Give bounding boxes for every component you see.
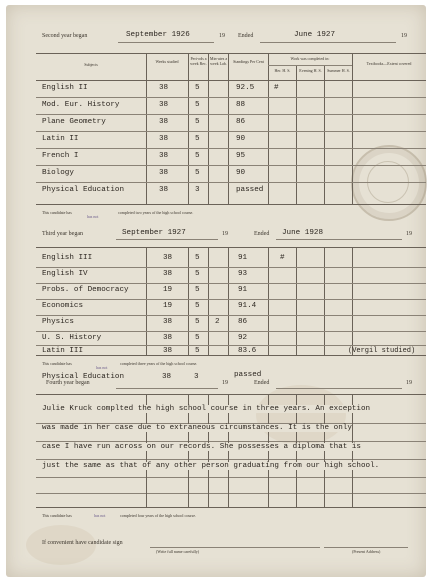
remark-line: just the same as that of any other person graduating from our high school. xyxy=(42,462,380,470)
embossed-seal xyxy=(351,145,427,221)
header-col-hs: Her. H. S. xyxy=(274,68,291,73)
weeks-cell: 38 xyxy=(159,135,169,143)
header-periods-per-week: Peri-ods a week Rec. xyxy=(190,56,207,66)
subject-cell: French I xyxy=(42,152,79,160)
year-prefix: 19 xyxy=(222,231,228,237)
year4-overlay-weeks: 38 xyxy=(162,373,172,381)
periods-cell: 5 xyxy=(195,118,200,126)
cert3-prefix: This candidate has xyxy=(42,361,72,366)
periods-cell: 5 xyxy=(195,286,200,294)
weeks-cell: 19 xyxy=(163,286,173,294)
year-prefix: 19 xyxy=(222,380,228,386)
cert2-suffix: completed two years of the high school course. xyxy=(118,210,194,215)
grade-cell: 88 xyxy=(236,101,246,109)
grade-cell: 93 xyxy=(238,270,248,278)
periods-cell: 5 xyxy=(195,334,200,342)
header-standings: Standings Per Cent xyxy=(233,59,264,64)
periods-cell: 5 xyxy=(195,347,200,355)
weeks-cell: 38 xyxy=(159,118,169,126)
subject-cell: Plane Geometry xyxy=(42,118,106,126)
periods-cell: 5 xyxy=(195,270,200,278)
second-year-began-value: September 1926 xyxy=(126,31,190,39)
grade-cell: 83.6 xyxy=(238,347,257,355)
header-work-completed: Work was completed in: xyxy=(290,56,330,61)
grade-cell: 92.5 xyxy=(236,84,255,92)
year-prefix: 19 xyxy=(406,231,412,237)
periods-cell: 5 xyxy=(195,135,200,143)
subject-cell: Latin II xyxy=(42,135,79,143)
year-prefix: 19 xyxy=(401,33,407,39)
grade-cell: 95 xyxy=(236,152,246,160)
cert4-stamp: has not xyxy=(94,513,106,518)
weeks-cell: 38 xyxy=(159,84,169,92)
lab-cell: 2 xyxy=(215,318,220,326)
periods-cell: 5 xyxy=(195,254,200,262)
weeks-cell: 38 xyxy=(163,254,173,262)
header-col-summer: Summer H. S. xyxy=(327,68,350,73)
grade-cell: passed xyxy=(236,186,264,194)
weeks-cell: 38 xyxy=(159,101,169,109)
address-sub-label: (Present Address) xyxy=(352,549,381,554)
periods-cell: 5 xyxy=(195,101,200,109)
grade-cell: 91 xyxy=(238,286,248,294)
periods-cell: 5 xyxy=(195,84,200,92)
third-year-ended-label: Ended xyxy=(254,231,270,237)
subject-cell: English II xyxy=(42,84,88,92)
fourth-year-ended-label: Ended xyxy=(254,380,270,386)
weeks-cell: 19 xyxy=(163,302,173,310)
mark-cell: # xyxy=(280,254,285,262)
cert2-prefix: This candidate has xyxy=(42,210,72,215)
remark-line: was made in her case due to extraneous circumstances. It is the only xyxy=(42,424,352,432)
subject-cell: English III xyxy=(42,254,93,262)
cert2-stamp: has not xyxy=(87,214,99,219)
sign-sub-label: (Write full name carefully) xyxy=(156,549,200,554)
year4-overlay-grade: passed xyxy=(234,371,262,379)
weeks-cell: 38 xyxy=(163,318,173,326)
weeks-cell: 38 xyxy=(163,347,173,355)
year-prefix: 19 xyxy=(406,380,412,386)
year-prefix: 19 xyxy=(219,33,225,39)
grade-cell: 91.4 xyxy=(238,302,257,310)
weeks-cell: 38 xyxy=(159,186,169,194)
cert4-suffix: completed four years of the high school course. xyxy=(120,513,196,518)
second-year-ended-value: June 1927 xyxy=(294,31,336,39)
year4-overlay-periods: 3 xyxy=(194,373,199,381)
subject-cell: Economics xyxy=(42,302,84,310)
cert3-suffix: completed three years of the high school course. xyxy=(120,361,198,366)
subject-cell: English IV xyxy=(42,270,88,278)
remark-line: case I have run across on our records. She possesses a diploma that is xyxy=(42,443,361,451)
subject-cell: Mod. Eur. History xyxy=(42,101,120,109)
third-year-ended-value: June 1928 xyxy=(282,229,324,237)
subject-cell: Latin III xyxy=(42,347,84,355)
grade-cell: 86 xyxy=(236,118,246,126)
weeks-cell: 38 xyxy=(163,270,173,278)
header-col-evening: Evening H. S. xyxy=(299,68,322,73)
remark-line: Julie Kruck complted the high school course in three years. An exception xyxy=(42,405,371,413)
sign-label: If convenient have candidate sign xyxy=(42,540,123,546)
grade-cell: 90 xyxy=(236,169,246,177)
third-year-began-label: Third year began xyxy=(42,231,83,237)
subject-cell: Biology xyxy=(42,169,74,177)
periods-cell: 5 xyxy=(195,152,200,160)
grade-cell: 90 xyxy=(236,135,246,143)
periods-cell: 3 xyxy=(195,186,200,194)
third-year-began-value: September 1927 xyxy=(122,229,186,237)
periods-cell: 5 xyxy=(195,302,200,310)
subject-cell: Physical Education xyxy=(42,186,125,194)
grade-cell: 91 xyxy=(238,254,248,262)
periods-cell: 5 xyxy=(195,318,200,326)
year4-overlay-subject: Physical Education xyxy=(42,373,125,381)
vergil-note: (Vergil studied) xyxy=(348,347,416,355)
fourth-year-began-label: Fourth year began xyxy=(46,380,90,386)
second-year-began-label: Second year began xyxy=(42,33,88,39)
cert4-prefix: This candidate has xyxy=(42,513,72,518)
subject-cell: U. S. History xyxy=(42,334,102,342)
subject-cell: Probs. of Democracy xyxy=(42,286,129,294)
header-subjects: Subjects xyxy=(84,62,98,67)
header-minutes-lab: Min-utes a week Lab. xyxy=(209,56,228,66)
header-textbooks: Textbooks—Extent covered xyxy=(366,61,412,66)
cert3-stamp: has not xyxy=(96,365,108,370)
weeks-cell: 38 xyxy=(159,152,169,160)
subject-cell: Physics xyxy=(42,318,74,326)
grade-cell: 86 xyxy=(238,318,248,326)
mark-cell: # xyxy=(274,84,279,92)
transcript-page xyxy=(6,5,426,577)
grade-cell: 92 xyxy=(238,334,248,342)
weeks-cell: 38 xyxy=(159,169,169,177)
second-year-ended-label: Ended xyxy=(238,33,254,39)
header-weeks-studied: Weeks studied xyxy=(155,59,179,64)
weeks-cell: 38 xyxy=(163,334,173,342)
periods-cell: 5 xyxy=(195,169,200,177)
